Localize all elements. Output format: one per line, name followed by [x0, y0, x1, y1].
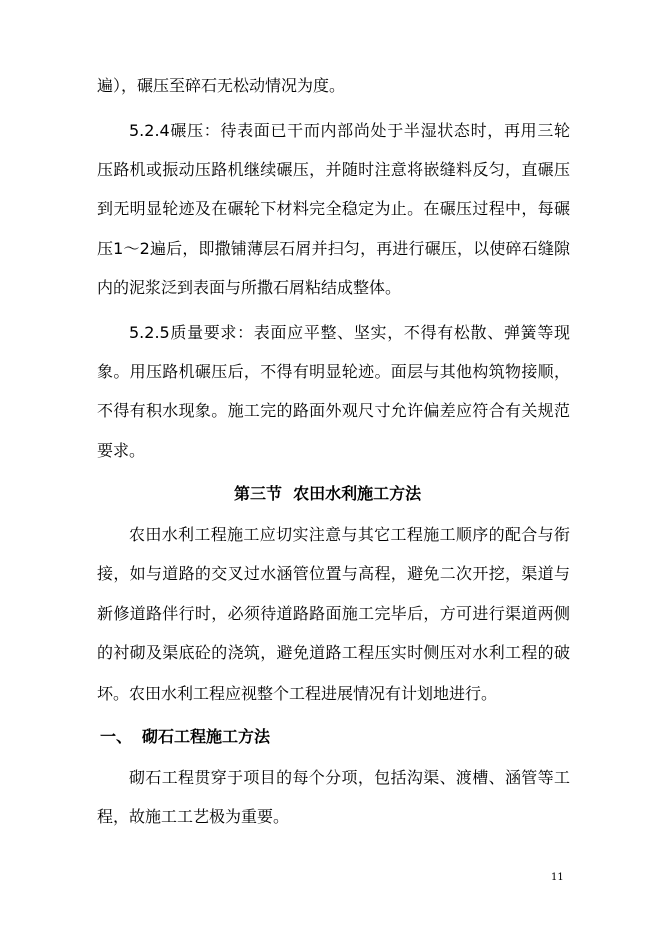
- text-line: 到无明显轮迹及在碾轮下材料完全稳定为止。在碾压过程中，每碾: [97, 199, 570, 218]
- section-heading: 第三节 农田水利施工方法: [234, 484, 422, 503]
- text-line: 象。用压路机碾压后，不得有明显轮迹。面层与其他构筑物接顺，: [97, 362, 570, 381]
- text-line: 砌石工程贯穿于项目的每个分项，包括沟渠、渡槽、涵管等工: [129, 768, 570, 787]
- subsection-number: 一、: [100, 727, 133, 746]
- text-line: 压路机或振动压路机继续碾压，并随时注意将嵌缝料反匀，直碾压: [97, 160, 570, 179]
- text-line: 农田水利工程施工应切实注意与其它工程施工顺序的配合与衔: [129, 525, 570, 544]
- text-line: 5.2.4碾压：待表面已干而内部尚处于半湿状态时，再用三轮: [129, 121, 570, 140]
- text-line: 的衬砌及渠底砼的浇筑，避免道路工程压实时侧压对水利工程的破: [97, 643, 570, 662]
- text-line: 遍），碾压至碎石无松动情况为度。: [97, 76, 346, 95]
- text-line: 新修道路伴行时，必须待道路路面施工完毕后，方可进行渠道两侧: [97, 604, 570, 623]
- page-number: 11: [551, 872, 564, 883]
- subsection-heading: 砌石工程施工方法: [142, 727, 271, 746]
- text-line: 压1～2遍后，即撒铺薄层石屑并扫匀，再进行碾压，以使碎石缝隙: [97, 239, 570, 258]
- text-line: 要求。: [97, 441, 146, 460]
- text-line: 内的泥浆泛到表面与所撒石屑粘结成整体。: [97, 278, 402, 297]
- text-line: 接，如与道路的交叉过水涵管位置与高程，避免二次开挖，渠道与: [97, 564, 570, 583]
- text-line: 程，故施工工艺极为重要。: [97, 807, 290, 826]
- text-line: 不得有积水现象。施工完的路面外观尺寸允许偏差应符合有关规范: [97, 401, 570, 420]
- text-line: 5.2.5质量要求：表面应平整、坚实，不得有松散、弹簧等现: [129, 323, 570, 342]
- text-line: 坏。农田水利工程应视整个工程进展情况有计划地进行。: [97, 684, 498, 703]
